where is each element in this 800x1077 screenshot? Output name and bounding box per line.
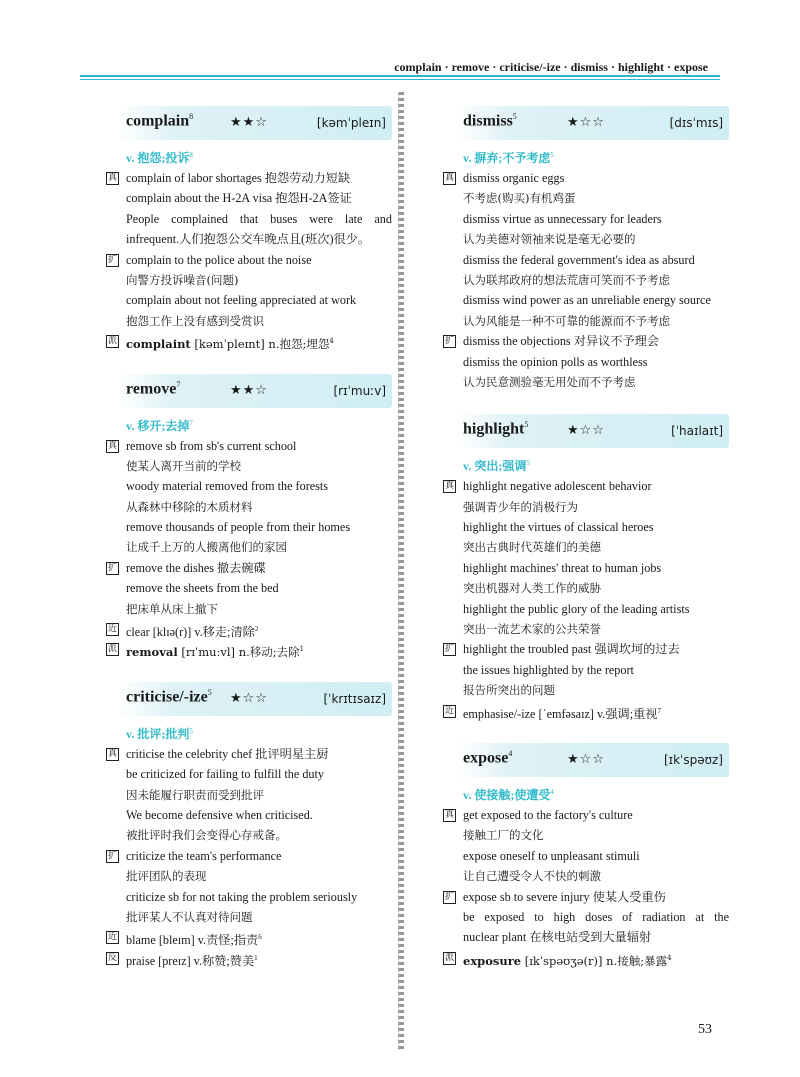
example-text: dismiss the opinion polls as worthless — [463, 354, 648, 369]
example-line — [100, 188, 392, 208]
category-tag: 扩 — [444, 891, 454, 902]
derived-word: complaint — [126, 336, 191, 351]
example-line — [100, 764, 392, 784]
entry-highlight — [437, 414, 729, 721]
example-text: complain of labor shortages 抱怨劳动力短缺 — [126, 171, 351, 185]
example-line — [100, 229, 392, 249]
star-rating: ★☆☆ — [230, 690, 268, 706]
example-line — [437, 619, 729, 639]
part-of-speech — [463, 457, 729, 473]
example-line — [437, 517, 729, 537]
example-text: 从森林中移除的木质材料 — [126, 499, 253, 514]
frequency-mark: 7 — [657, 706, 661, 715]
phonetic: [ˈkrɪtɪsaɪz] — [323, 691, 386, 706]
example-line — [100, 558, 392, 578]
headword-text: expose — [463, 749, 509, 767]
example-line — [437, 907, 729, 927]
example-text: 认为美德对领袖来说是毫无必要的 — [463, 232, 636, 247]
example-text: expose oneself to unpleasant stimuli — [463, 848, 640, 863]
example-text: 批评某人不认真对待问题 — [126, 909, 253, 924]
example-text: dismiss virtue as unnecessary for leaders — [463, 211, 662, 226]
example-line — [437, 927, 729, 947]
example-text: remove sb from sb's current school — [126, 438, 297, 453]
example-text: praise [preɪz] v.称赞;赞美 — [126, 953, 255, 968]
example-text: highlight negative adolescent behavior — [463, 479, 652, 494]
example-line — [437, 639, 729, 659]
example-line — [100, 846, 392, 866]
example-text: clear [klɪə(r)] v.移走;清除 — [126, 625, 255, 640]
example-text: highlight the public glory of the leading artists — [463, 601, 690, 616]
example-text: get exposed to the factory's culture — [463, 807, 633, 822]
example-line — [437, 948, 729, 968]
example-line — [100, 497, 392, 517]
category-tag: 真 — [444, 173, 454, 183]
star-rating: ★☆☆ — [567, 115, 605, 130]
category-tag: 真 — [107, 440, 117, 451]
header-rule — [80, 75, 720, 77]
headword-text: remove — [126, 379, 177, 397]
part-of-speech — [126, 149, 392, 165]
example-line — [100, 168, 392, 188]
entry-complain — [100, 106, 392, 352]
category-tag: 派 — [107, 336, 117, 347]
headword-bar — [455, 106, 729, 140]
headword-frequency: 4 — [508, 748, 513, 758]
example-text: 让成千上万的人搬离他们的家园 — [126, 540, 287, 555]
example-line — [100, 805, 392, 825]
example-text: 让自己遭受令人不快的刺激 — [463, 869, 601, 884]
example-line — [437, 578, 729, 598]
example-line — [100, 785, 392, 805]
definition: v. 抱怨;投诉 — [126, 151, 190, 165]
definition-frequency: 5 — [189, 726, 193, 735]
category-tag: 反 — [107, 952, 117, 963]
headword — [126, 380, 180, 398]
headword — [463, 749, 512, 767]
example-line — [100, 907, 392, 927]
example-line — [100, 436, 392, 456]
category-tag: 真 — [107, 173, 117, 183]
example-line — [100, 578, 392, 598]
example-text: dismiss wind power as an unreliable energy source — [463, 293, 711, 308]
example-text: 报告所突出的问题 — [463, 683, 555, 698]
headword — [463, 420, 528, 438]
example-text: 强调青少年的消极行为 — [463, 499, 578, 514]
example-line — [437, 599, 729, 619]
example-text: woody material removed from the forests — [126, 479, 329, 494]
frequency-mark: 1 — [299, 645, 305, 654]
example-text: complain to the police about the noise — [126, 252, 312, 267]
entry-remove — [100, 374, 392, 660]
example-line — [100, 270, 392, 290]
headword-text: complain — [126, 112, 190, 130]
example-line — [100, 250, 392, 270]
example-line — [100, 476, 392, 496]
example-text: 突出古典时代英雄们的美德 — [463, 540, 601, 555]
example-line — [100, 209, 392, 229]
example-text: criticize sb for not taking the problem seriously — [126, 889, 358, 904]
derived-word: removal — [126, 645, 178, 660]
example-text: highlight the virtues of classical heroes — [463, 520, 654, 535]
category-tag: 近 — [107, 624, 117, 635]
example-text: highlight the troubled past 强调坎坷的过去 — [463, 642, 680, 657]
example-line — [437, 866, 729, 886]
example-line — [100, 290, 392, 310]
example-line — [437, 558, 729, 578]
entry-expose — [437, 743, 729, 968]
entry-criticiseize — [100, 682, 392, 968]
example-line — [437, 476, 729, 496]
example-line — [437, 290, 729, 310]
example-line — [437, 846, 729, 866]
definition-frequency: 7 — [189, 418, 193, 427]
example-text: 向警方投诉噪音(问题) — [126, 272, 239, 287]
definition: v. 突出;强调 — [463, 459, 527, 474]
definition-frequency: 5 — [550, 151, 554, 159]
phonetic: [ˈhaɪlaɪt] — [671, 424, 723, 439]
headword-bar — [455, 743, 729, 777]
example-text: blame [bleɪm] v.责怪;指责 — [126, 933, 259, 948]
example-line — [100, 331, 392, 351]
category-tag: 扩 — [107, 254, 117, 265]
definition-frequency: 4 — [550, 787, 554, 796]
headword-frequency: 5 — [207, 687, 212, 697]
frequency-mark: 6 — [258, 933, 262, 942]
definition-frequency: 5 — [526, 459, 530, 468]
example-text: emphasise/-ize [ˈemfəsaɪz] v.强调;重视 — [463, 706, 658, 721]
example-line — [100, 948, 392, 968]
example-text: remove the sheets from the bed — [126, 581, 279, 596]
category-tag: 近 — [444, 705, 454, 716]
example-line — [100, 927, 392, 947]
example-text: highlight machines' threat to human jobs — [463, 560, 662, 575]
example-text: 抱怨工作上没有感到受赏识 — [126, 313, 264, 328]
example-line — [437, 352, 729, 372]
example-text: 突出机器对人类工作的威胁 — [463, 581, 601, 596]
headword-bar — [118, 374, 392, 408]
headword-text: highlight — [463, 420, 525, 438]
example-line — [100, 517, 392, 537]
example-line — [100, 639, 392, 659]
example-text: be exposed to high doses of radiation at the — [463, 909, 729, 924]
example-text: 批评团队的表现 — [126, 869, 207, 884]
headword-frequency: 7 — [176, 379, 181, 389]
example-line — [437, 660, 729, 680]
headword-text: criticise/-ize — [126, 688, 208, 706]
example-line — [100, 744, 392, 764]
example-text: be criticized for failing to fulfill the duty — [126, 767, 324, 782]
example-line — [437, 188, 729, 208]
category-tag: 扩 — [107, 850, 117, 861]
definition-frequency: 8 — [189, 151, 193, 159]
star-rating: ★★☆ — [230, 382, 268, 398]
definition: v. 移开;去掉 — [126, 418, 190, 433]
category-tag: 派 — [444, 952, 454, 963]
running-header: complain · remove · criticise/-ize · dismiss · highlight · expose — [394, 60, 708, 74]
example-line — [437, 701, 729, 721]
frequency-mark: 2 — [254, 625, 259, 634]
example-text: [rɪˈmuːvl] n.移动;去除 — [177, 645, 300, 660]
example-text: 被批评时我们会变得心存戒备。 — [126, 828, 287, 843]
category-tag: 真 — [107, 748, 117, 759]
example-text: dismiss organic eggs — [463, 171, 565, 185]
example-line — [437, 331, 729, 351]
headword-frequency: 8 — [189, 112, 194, 121]
example-line — [437, 168, 729, 188]
example-text: complain about not feeling appreciated at work — [126, 293, 357, 308]
frequency-mark: 1 — [254, 953, 258, 962]
example-line — [437, 680, 729, 700]
example-line — [100, 825, 392, 845]
category-tag: 真 — [444, 809, 454, 820]
phonetic: [dɪsˈmɪs] — [669, 116, 723, 130]
example-text: criticise the celebrity chef 批评明星主厨 — [126, 746, 329, 761]
definition: v. 摒弃;不予考虑 — [463, 151, 551, 165]
example-line — [100, 311, 392, 331]
category-tag: 真 — [444, 481, 454, 492]
example-text: 认为联邦政府的想法荒唐可笑而不予考虑 — [463, 272, 670, 287]
example-line — [437, 270, 729, 290]
example-text: dismiss the objections 对异议不予理会 — [463, 334, 660, 349]
example-line — [100, 619, 392, 639]
example-line — [100, 866, 392, 886]
definition: v. 批评;批判 — [126, 726, 190, 741]
headword-text: dismiss — [463, 112, 513, 130]
example-line — [437, 372, 729, 392]
example-text: 把床单从床上撤下 — [126, 601, 218, 616]
example-text: [ɪkˈspəʊʒə(r)] n.接触;暴露 — [521, 953, 668, 968]
example-line — [437, 209, 729, 229]
phonetic: [rɪˈmuːv] — [333, 383, 386, 398]
example-text: We become defensive when criticised. — [126, 807, 313, 822]
phonetic: [kəmˈpleɪn] — [316, 116, 386, 130]
category-tag: 近 — [107, 932, 117, 943]
example-text: dismiss the federal government's idea as absurd — [463, 252, 695, 267]
headword — [126, 112, 193, 130]
part-of-speech — [463, 149, 729, 165]
example-text: 因未能履行职责而受到批评 — [126, 787, 264, 802]
category-tag: 派 — [107, 644, 117, 655]
example-text: [kəmˈpleɪnt] n.抱怨;埋怨 — [190, 336, 330, 351]
derived-word: exposure — [463, 953, 522, 968]
example-line — [100, 537, 392, 557]
headword — [463, 112, 517, 130]
headword-frequency: 5 — [524, 420, 529, 430]
headword-bar — [118, 106, 392, 140]
headword-bar — [118, 682, 392, 716]
example-line — [437, 805, 729, 825]
example-line — [437, 537, 729, 557]
example-text: remove the dishes 撤去碗碟 — [126, 560, 266, 575]
example-text: 认为民意测验毫无用处而不予考虑 — [463, 374, 636, 389]
example-text: nuclear plant 在核电站受到大量辐射 — [463, 930, 652, 945]
frequency-mark: 4 — [329, 337, 334, 346]
example-line — [100, 456, 392, 476]
star-rating: ★☆☆ — [567, 423, 605, 439]
example-text: 突出一流艺术家的公共荣誉 — [463, 622, 601, 637]
example-line — [100, 599, 392, 619]
part-of-speech — [126, 417, 392, 433]
example-text: the issues highlighted by the report — [463, 662, 634, 677]
example-text: expose sb to severe injury 使某人受重伤 — [463, 889, 666, 904]
example-line — [437, 887, 729, 907]
part-of-speech — [463, 786, 729, 802]
example-text: 认为风能是一种不可靠的能源而不予考虑 — [463, 313, 670, 328]
example-line — [100, 887, 392, 907]
frequency-mark: 4 — [667, 953, 672, 962]
star-rating: ★★☆ — [230, 115, 268, 130]
example-line — [437, 311, 729, 331]
example-text: remove thousands of people from their homes — [126, 520, 351, 535]
category-tag: 扩 — [444, 336, 454, 347]
example-text: People complained that buses were late and — [126, 211, 392, 226]
phonetic: [ɪkˈspəʊz] — [663, 752, 723, 767]
category-tag: 扩 — [444, 644, 454, 655]
headword-frequency: 5 — [512, 112, 517, 121]
example-text: 接触工厂的文化 — [463, 828, 544, 843]
example-line — [437, 229, 729, 249]
left-column — [100, 106, 392, 990]
definition: v. 使接触;使遭受 — [463, 787, 551, 802]
example-text: 不考虑(购买)有机鸡蛋 — [463, 191, 576, 206]
headword — [126, 688, 212, 706]
example-line — [437, 497, 729, 517]
page-number: 53 — [698, 1022, 712, 1037]
headword-bar — [455, 414, 729, 448]
example-text: complain about the H-2A visa 抱怨H-2A签证 — [126, 191, 352, 206]
example-line — [437, 250, 729, 270]
part-of-speech — [126, 725, 392, 741]
category-tag: 扩 — [107, 562, 117, 573]
header-rule-thin — [80, 79, 720, 80]
right-column — [437, 106, 729, 990]
column-divider — [398, 92, 404, 1050]
example-text: infrequent.人们抱怨公交车晚点且(班次)很少。 — [126, 232, 371, 247]
entry-dismiss — [437, 106, 729, 392]
example-text: criticize the team's performance — [126, 848, 282, 863]
example-line — [437, 825, 729, 845]
star-rating: ★☆☆ — [567, 751, 605, 767]
example-text: 使某人离开当前的学校 — [126, 458, 241, 473]
